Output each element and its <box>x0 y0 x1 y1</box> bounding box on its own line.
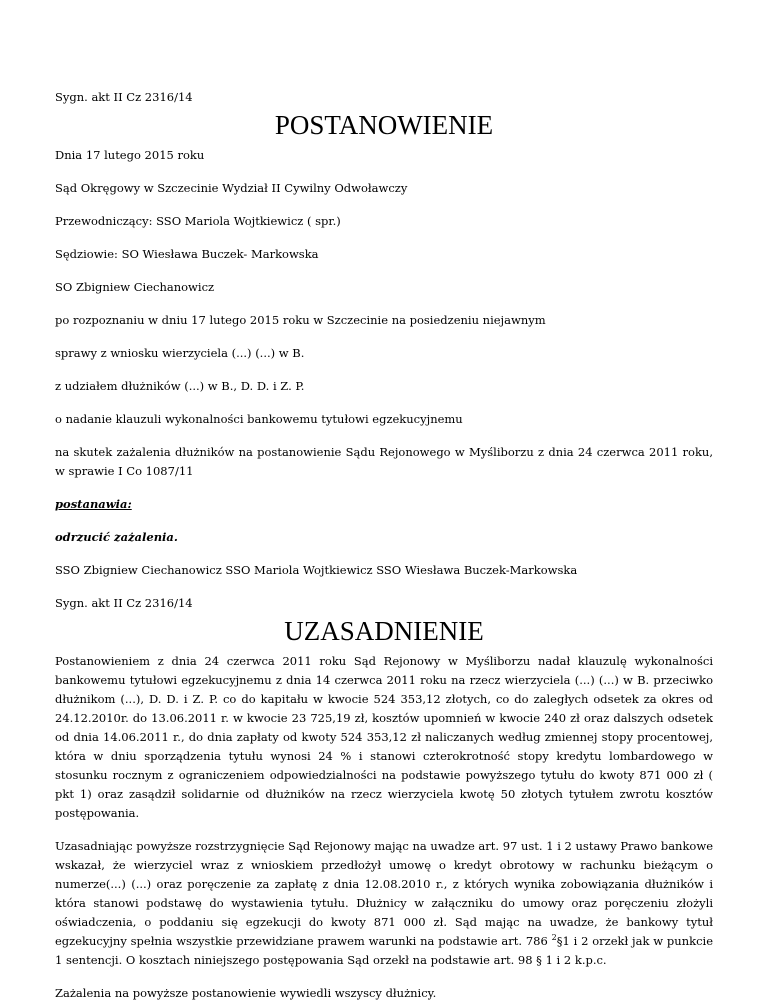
decision-text: odrzucić zażalenia. <box>55 530 178 544</box>
decides-label: postanawia: <box>55 497 132 511</box>
chairman: Przewodniczący: SSO Mariola Wojtkiewicz ( spr.) <box>55 214 341 228</box>
participants: z udziałem dłużników (...) w B., D. D. i Z. P. <box>55 379 305 393</box>
justification-paragraph-2 <box>55 837 713 970</box>
paragraph-2-superscript: 2 <box>551 933 557 943</box>
signatures: SSO Zbigniew Ciechanowicz SSO Mariola Wojtkiewicz SSO Wiesława Buczek-Markowska <box>55 563 578 577</box>
document-title: POSTANOWIENIE <box>274 110 494 140</box>
judge-second: SO Zbigniew Ciechanowicz <box>55 280 215 294</box>
session-info: po rozpoznaniu w dniu 17 lutego 2015 roku w Szczecinie na posiedzeniu niejawnym <box>55 313 546 327</box>
ruling-date: Dnia 17 lutego 2015 roku <box>55 148 205 162</box>
subject: o nadanie klauzuli wykonalności bankowemu tytułowi egzekucyjnemu <box>55 412 463 426</box>
paragraph-2-text-b: §1 i 2 orzekł jak w punkcie 1 sentencji. O kosztach niniejszego postępowania Sąd orzekł na podstawie art. 98 § 1 i 2 k.p.c. <box>55 934 713 967</box>
court-name: Sąd Okręgowy w Szczecinie Wydział II Cywilny Odwoławczy <box>55 181 408 195</box>
justification-paragraph-1: Postanowieniem z dnia 24 czerwca 2011 roku Sąd Rejonowy w Myśliborzu nadał klauzulę wykonalności bankowemu tytułowi egzekucyjnemu z dnia 14 czerwca 2011 roku na rzecz wierzyciela (...) (...) w B. przeciwko dłużnikom (...), D. D. i Z. P. co do kapitału w kwocie 524 353,12 złotych, co do zaległych odsetek za okres od 24.12.2010r. do 13.06.2011 r. w kwocie 23 725,19 zł, kosztów upomnień w kwocie 240 zł oraz dalszych odsetek od dnia 14.06.2011 r., do dnia zapłaty od kwoty 524 353,12 zł naliczanych według zmiennej stopy procentowej, która w dniu sporządzenia tytułu wynosi 24 % i stanowi czterokrotność stopy kredytu lombardowego w stosunku rocznym z ograniczeniem odpowiedzialności na podstawie powyższego tytułu do kwoty 871 000 zł ( pkt 1) oraz zasądził solidarnie od dłużników na rzecz wierzyciela kwotę 50 złotych tytułem zwrotu kosztów postępowania. <box>55 654 713 820</box>
justification-paragraph-3: Zażalenia na powyższe postanowienie wywiedli wszyscy dłużnicy. <box>55 986 437 1000</box>
case-number: Sygn. akt II Cz 2316/14 <box>55 90 193 104</box>
case-number-justification: Sygn. akt II Cz 2316/14 <box>55 596 193 610</box>
judges: Sędziowie: SO Wiesława Buczek- Markowska <box>55 247 319 261</box>
appeal-info: na skutek zażalenia dłużników na postanowienie Sądu Rejonowego w Myśliborzu z dnia 24 czerwca 2011 roku, w sprawie I Co 1087/11 <box>55 445 713 478</box>
paragraph-2-text-a: Uzasadniając powyższe rozstrzygnięcie Sąd Rejonowy mając na uwadze art. 97 ust. 1 i 2 ustawy Prawo bankowe wskazał, że wierzyciel wraz z wnioskiem przedłożył umowę o kredyt obrotowy w rachunku bieżącym o numerze(...) (...) oraz poręczenie za zapłatę z dnia 12.08.2010 r., z których wynika zobowiązania dłużników i która stanowi podstawę do wystawienia tytułu. Dłużnicy w załączniku do umowy oraz poręczeniu złożyli oświadczenia, o poddaniu się egzekucji do kwoty 871 000 zł. Sąd mając na uwadze, że bankowy tytuł egzekucyjny spełnia wszystkie przewidziane prawem warunki na podstawie art. 786 <box>55 839 713 948</box>
case-info: sprawy z wniosku wierzyciela (...) (...) w B. <box>55 346 305 360</box>
justification-title: UZASADNIENIE <box>284 616 484 646</box>
